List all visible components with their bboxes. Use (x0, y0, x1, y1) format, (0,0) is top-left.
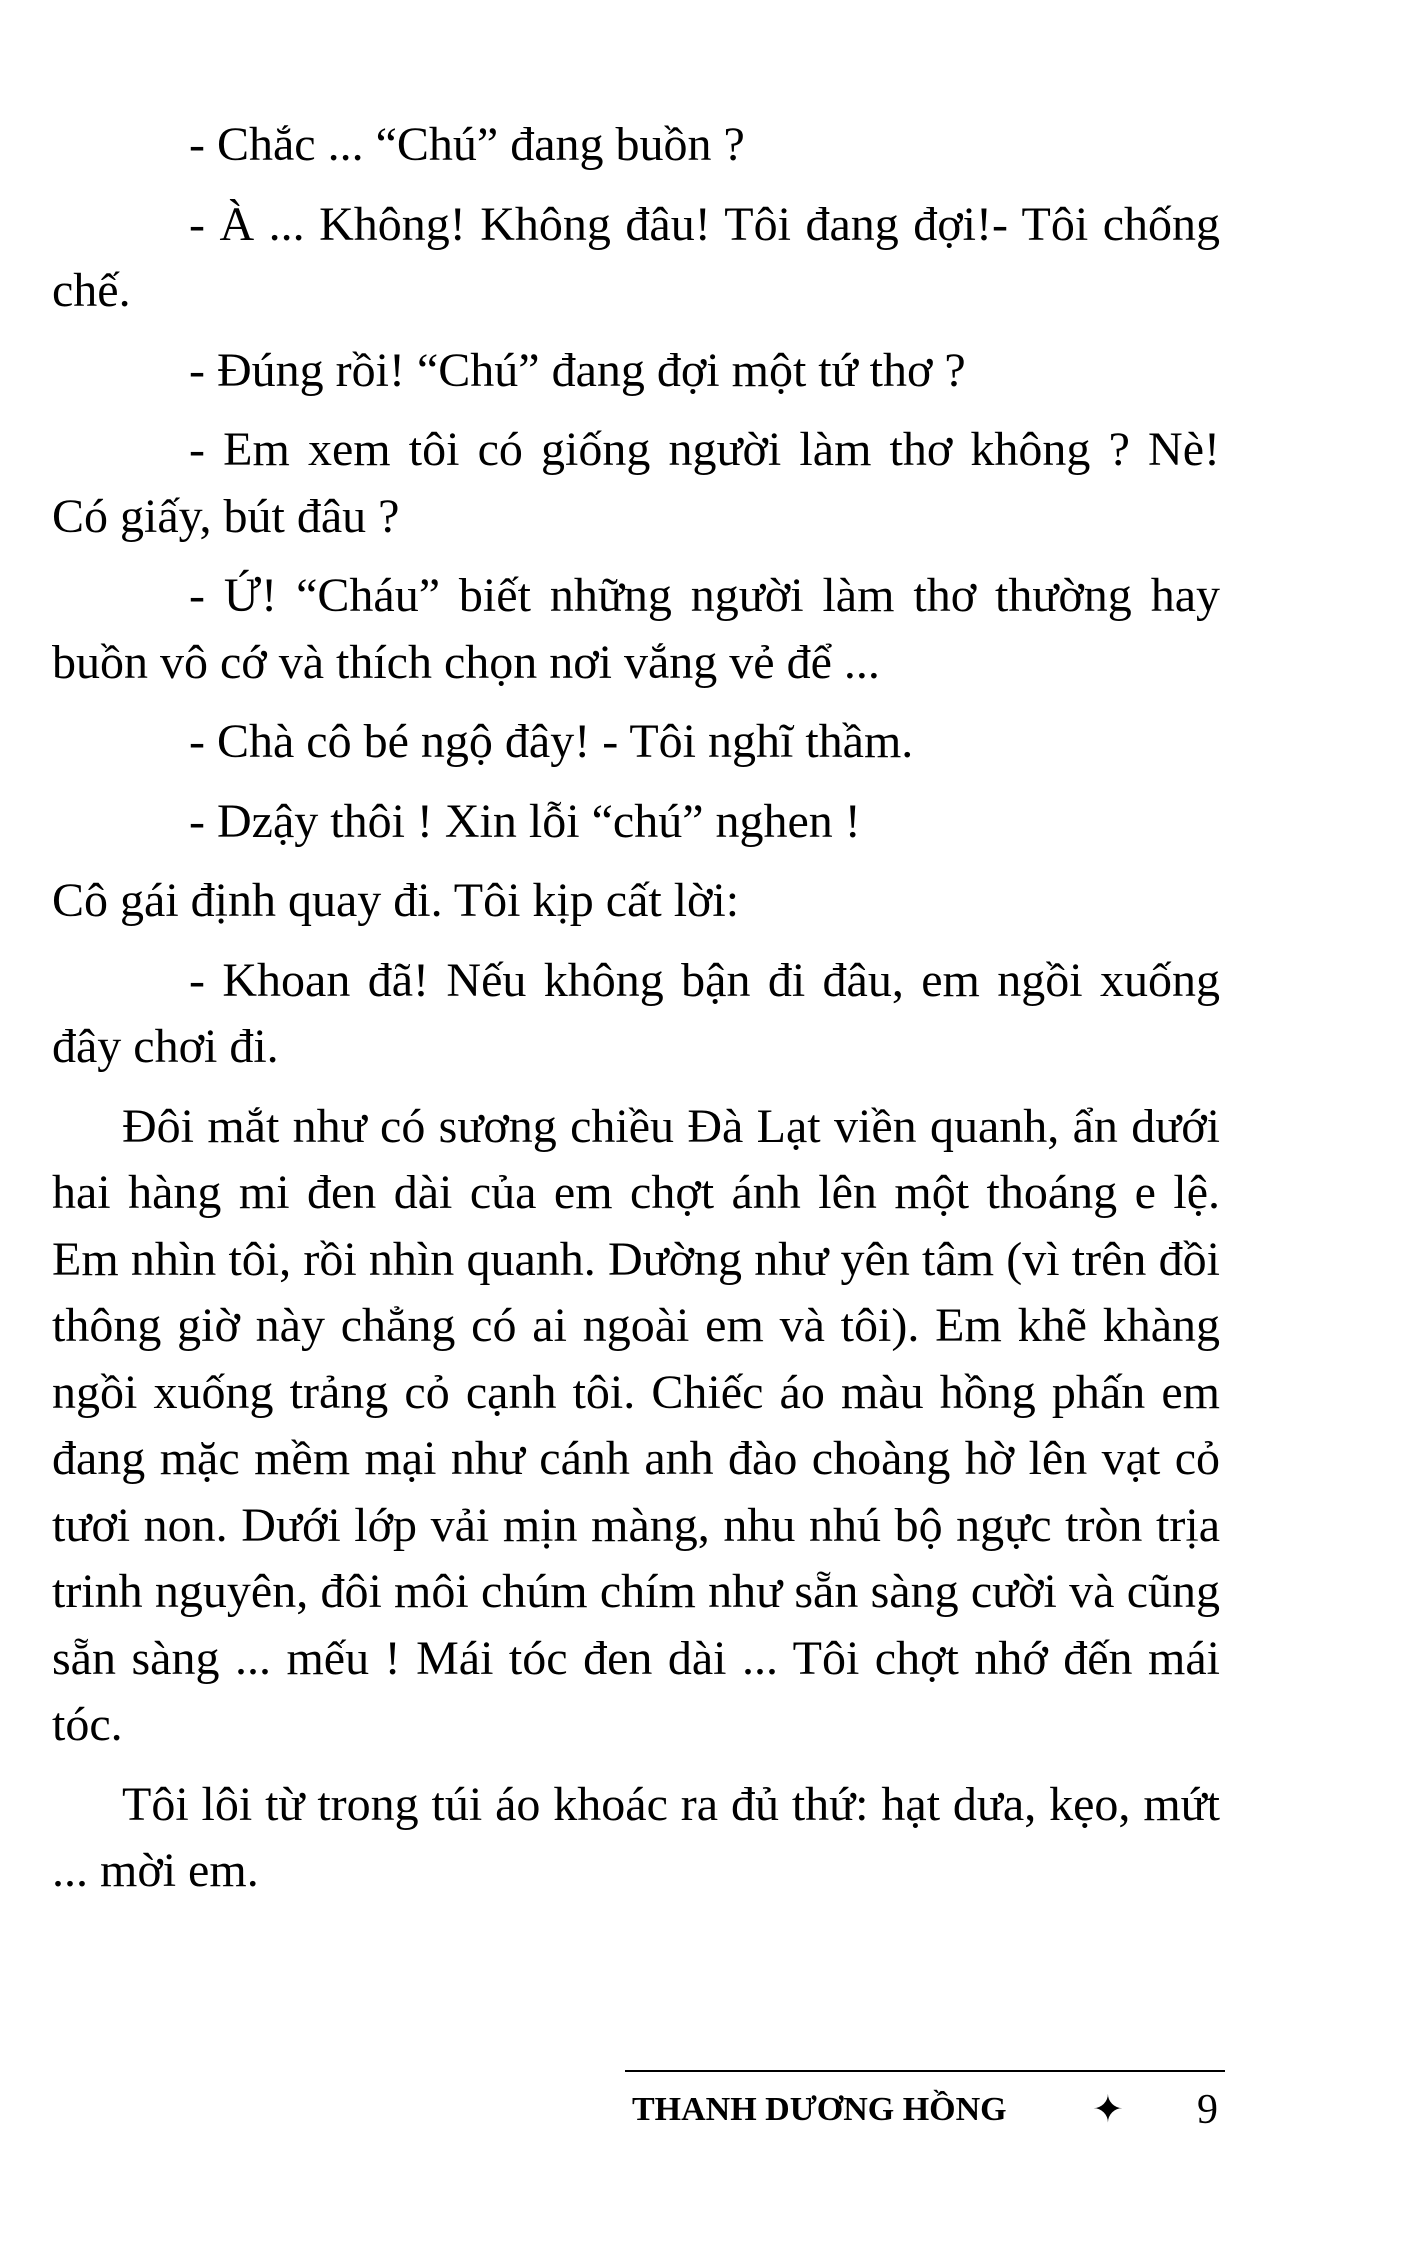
paragraph-10: Đôi mắt như có sương chiều Đà Lạt viền quanh, ẩn dưới hai hàng mi đen dài của em chợt ánh lên một thoáng e lệ. Em nhìn tôi, rồi nhìn quanh. Dường như yên tâm (vì trên đồi thông giờ này chẳng có ai ngoài em và tôi). Em khẽ khàng ngồi xuống trảng cỏ cạnh tôi. Chiếc áo màu hồng phấn em đang mặc mềm mại như cánh anh đào choàng hờ lên vạt cỏ tươi non. Dưới lớp vải mịn màng, nhu nhú bộ ngực tròn trịa trinh nguyên, đôi môi chúm chím như sẵn sàng cười và cũng sẵn sàng ... mếu ! Mái tóc đen dài ... Tôi chợt nhớ đến mái tóc. (52, 1099, 1220, 1751)
paragraph-5: - Ứ! “Cháu” biết những người làm thơ thường hay buồn vô cớ và thích chọn nơi vắng vẻ để ... (52, 569, 1220, 689)
page-number: 9 (1197, 2087, 1218, 2133)
paragraph-4: - Em xem tôi có giống người làm thơ không ? Nè! Có giấy, bút đâu ? (52, 423, 1220, 543)
paragraph-2: - À ... Không! Không đâu! Tôi đang đợi!- Tôi chống chế. (52, 197, 1220, 317)
body-text (52, 112, 1220, 1918)
star-ornament-icon: ✦ (1092, 2089, 1124, 2131)
paragraph-11: Tôi lôi từ trong túi áo khoác ra đủ thứ: hạt dưa, kẹo, mứt ... mời em. (52, 1777, 1220, 1897)
footer-author: THANH DƯƠNG HỒNG (632, 2091, 1007, 2128)
footer-rule (625, 2070, 1225, 2072)
paragraph-1: - Chắc ... “Chú” đang buồn ? (189, 118, 745, 171)
paragraph-3: - Đúng rồi! “Chú” đang đợi một tứ thơ ? (189, 343, 966, 397)
page-footer (632, 2080, 1224, 2140)
paragraph-9: - Khoan đã! Nếu không bận đi đâu, em ngồi xuống đây chơi đi. (52, 953, 1220, 1073)
paragraph-6: - Chà cô bé ngộ đây! - Tôi nghĩ thầm. (189, 715, 914, 768)
paragraph-8: Cô gái định quay đi. Tôi kịp cất lời: (52, 874, 740, 927)
paragraph-7: - Dzậy thôi ! Xin lỗi “chú” nghen ! (189, 794, 861, 848)
